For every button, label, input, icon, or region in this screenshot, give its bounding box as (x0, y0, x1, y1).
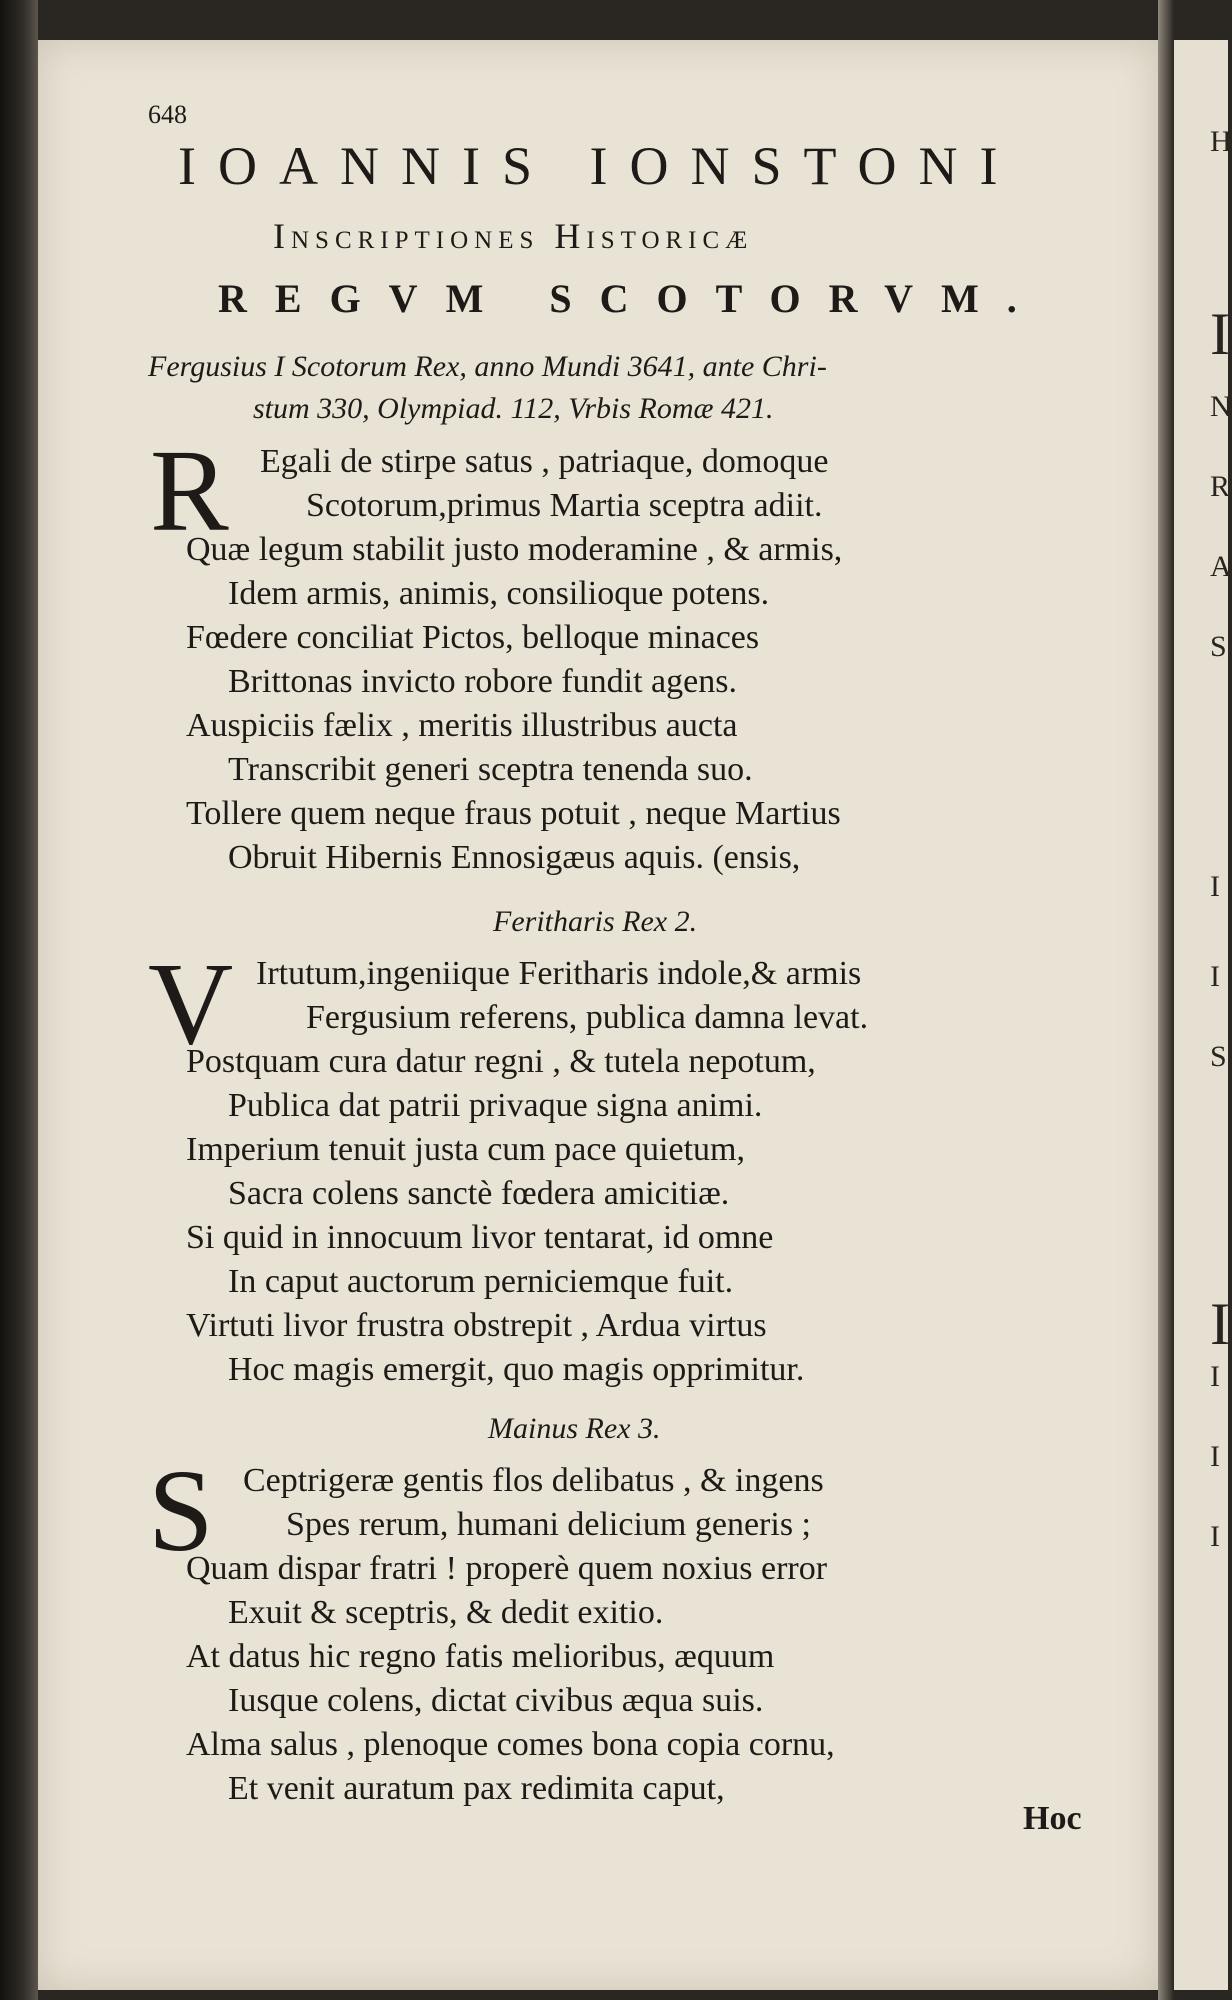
adjacent-letter: I (1210, 960, 1220, 993)
running-title: IOANNIS IONSTONI (178, 136, 1020, 196)
adjacent-letter: H (1210, 125, 1232, 158)
drop-cap: V (148, 938, 234, 1069)
adjacent-letter: I (1210, 1520, 1220, 1553)
adjacent-letter: I (1210, 870, 1220, 903)
verse-line: Fergusium referens, publica damna levat. (306, 999, 869, 1036)
verse-line: Spes rerum, humani delicium generis ; (286, 1506, 811, 1543)
adjacent-letter: I (1210, 1440, 1220, 1473)
subtitle: Inscriptiones Historicæ (273, 216, 754, 256)
section-heading-line: Mainus Rex 3. (488, 1412, 661, 1445)
verse-line: Ceptrigeræ gentis flos delibatus , & ingens (243, 1462, 824, 1499)
verse-line: Exuit & sceptris, & dedit exitio. (228, 1594, 664, 1631)
adjacent-letter: N (1210, 390, 1232, 423)
verse-line: Irtutum,ingeniique Feritharis indole,& armis (256, 955, 862, 992)
section-heading-line: Fergusius I Scotorum Rex, anno Mundi 3641, ante Chri- (148, 350, 827, 383)
verse-line: At datus hic regno fatis melioribus, æquum (186, 1638, 775, 1675)
book-page (38, 40, 1158, 1990)
verse-line: Transcribit generi sceptra tenenda suo. (228, 751, 753, 788)
adjacent-letter: I (1210, 301, 1230, 367)
page-number: 648 (148, 100, 187, 129)
book-spine (0, 0, 38, 2000)
verse-line: Scotorum,primus Martia sceptra adiit. (306, 487, 823, 524)
verse-line: Et venit auratum pax redimita caput, (228, 1770, 725, 1807)
section-heading-line: Feritharis Rex 2. (493, 905, 698, 938)
verse-line: Idem armis, animis, consilioque potens. (228, 575, 770, 612)
verse-line: Alma salus , plenoque comes bona copia cornu, (186, 1726, 835, 1763)
verse-line: Iusque colens, dictat civibus æqua suis. (228, 1682, 764, 1719)
verse-line: Virtuti livor frustra obstrepit , Ardua virtus (186, 1307, 767, 1344)
verse-line: Imperium tenuit justa cum pace quietum, (186, 1131, 745, 1168)
verse-line: Sacra colens sanctè fœdera amicitiæ. (228, 1175, 730, 1212)
verse-line: Publica dat patrii privaque signa animi. (228, 1087, 763, 1124)
adjacent-letter: A (1210, 550, 1232, 583)
page-gutter (1158, 0, 1174, 2000)
adjacent-letter: I (1210, 1291, 1230, 1357)
adjacent-letter: I (1210, 1360, 1220, 1393)
adjacent-letter: S (1210, 1040, 1227, 1073)
catchword: Hoc (1023, 1800, 1082, 1837)
verse-line: Quæ legum stabilit justo moderamine , & armis, (186, 531, 843, 568)
verse-line: Hoc magis emergit, quo magis opprimitur. (228, 1351, 805, 1388)
adjacent-page-edge (1174, 40, 1232, 1990)
verse-line: Obruit Hibernis Ennosigæus aquis. (ensis, (228, 839, 801, 876)
verse-line: In caput auctorum perniciemque fuit. (228, 1263, 734, 1300)
verse-line: Auspiciis fælix , meritis illustribus aucta (186, 707, 738, 744)
drop-cap: S (148, 1445, 214, 1576)
verse-line: Si quid in innocuum livor tentarat, id omne (186, 1219, 774, 1256)
adjacent-letter: S (1210, 630, 1227, 663)
verse-line: Postquam cura datur regni , & tutela nepotum, (186, 1043, 816, 1080)
subtitle-kings: REGVM SCOTORVM. (218, 276, 1045, 321)
verse-line: Fœdere conciliat Pictos, belloque minaces (186, 619, 760, 656)
drop-cap: R (150, 425, 229, 556)
section-heading-line: stum 330, Olympiad. 112, Vrbis Romæ 421. (253, 392, 774, 425)
page-content (38, 40, 1158, 1990)
verse-line: Egali de stirpe satus , patriaque, domoque (260, 443, 829, 480)
verse-line: Quam dispar fratri ! properè quem noxius error (186, 1550, 828, 1587)
verse-line: Brittonas invicto robore fundit agens. (228, 663, 737, 700)
adjacent-letter: R (1210, 470, 1231, 503)
verse-line: Tollere quem neque fraus potuit , neque Martius (186, 795, 841, 832)
